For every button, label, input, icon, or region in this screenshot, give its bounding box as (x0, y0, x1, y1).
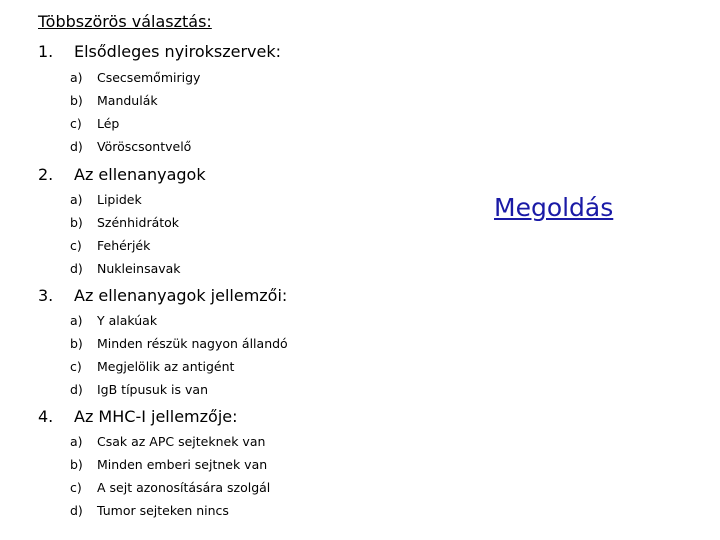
option-1c (70, 116, 119, 131)
option-letter: b) (70, 215, 83, 230)
option-text: Vöröscsontvelő (97, 139, 192, 154)
option-letter: d) (70, 139, 83, 154)
question-text: Az MHC-I jellemzője: (74, 407, 238, 426)
option-1b (70, 93, 158, 108)
question-number: 3. (38, 286, 54, 305)
option-2b (70, 215, 179, 230)
option-text: Lipidek (97, 192, 142, 207)
option-2c (70, 238, 150, 253)
question-number: 1. (38, 42, 54, 61)
option-letter: b) (70, 336, 83, 351)
option-letter: c) (70, 116, 82, 131)
option-4a (70, 434, 265, 449)
option-text: Csecsemőmirigy (97, 70, 201, 85)
option-letter: c) (70, 359, 82, 374)
option-text: Nukleinsavak (97, 261, 181, 276)
question-number: 4. (38, 407, 54, 426)
option-letter: c) (70, 238, 82, 253)
option-letter: c) (70, 480, 82, 495)
quiz-title: Többszörös választás: (38, 12, 212, 31)
question-1 (38, 42, 281, 61)
option-3c (70, 359, 234, 374)
option-text: Fehérjék (97, 238, 151, 253)
option-letter: b) (70, 93, 83, 108)
option-text: Csak az APC sejteknek van (97, 434, 266, 449)
option-4c (70, 480, 270, 495)
question-text: Az ellenanyagok jellemzői: (74, 286, 288, 305)
option-4b (70, 457, 267, 472)
option-text: Megjelölik az antigént (97, 359, 235, 374)
option-text: Minden emberi sejtnek van (97, 457, 268, 472)
option-text: Mandulák (97, 93, 158, 108)
option-text: A sejt azonosítására szolgál (97, 480, 271, 495)
question-3 (38, 286, 287, 305)
option-text: Tumor sejteken nincs (97, 503, 229, 518)
option-text: IgB típusuk is van (97, 382, 208, 397)
option-2a (70, 192, 142, 207)
question-number: 2. (38, 165, 54, 184)
option-text: Y alakúak (97, 313, 158, 328)
option-letter: a) (70, 70, 83, 85)
option-2d (70, 261, 181, 276)
option-text: Minden részük nagyon állandó (97, 336, 288, 351)
option-1a (70, 70, 200, 85)
option-letter: b) (70, 457, 83, 472)
option-1d (70, 139, 191, 154)
option-letter: d) (70, 261, 83, 276)
option-3a (70, 313, 157, 328)
question-4 (38, 407, 238, 426)
option-text: Lép (97, 116, 120, 131)
option-3b (70, 336, 288, 351)
option-4d (70, 503, 229, 518)
question-text: Elsődleges nyirokszervek: (74, 42, 282, 61)
option-letter: d) (70, 503, 83, 518)
option-3d (70, 382, 208, 397)
option-letter: a) (70, 192, 83, 207)
solution-link[interactable]: Megoldás (494, 193, 614, 222)
option-letter: a) (70, 313, 83, 328)
option-text: Szénhidrátok (97, 215, 180, 230)
question-2 (38, 165, 206, 184)
question-text: Az ellenanyagok (74, 165, 206, 184)
option-letter: d) (70, 382, 83, 397)
option-letter: a) (70, 434, 83, 449)
